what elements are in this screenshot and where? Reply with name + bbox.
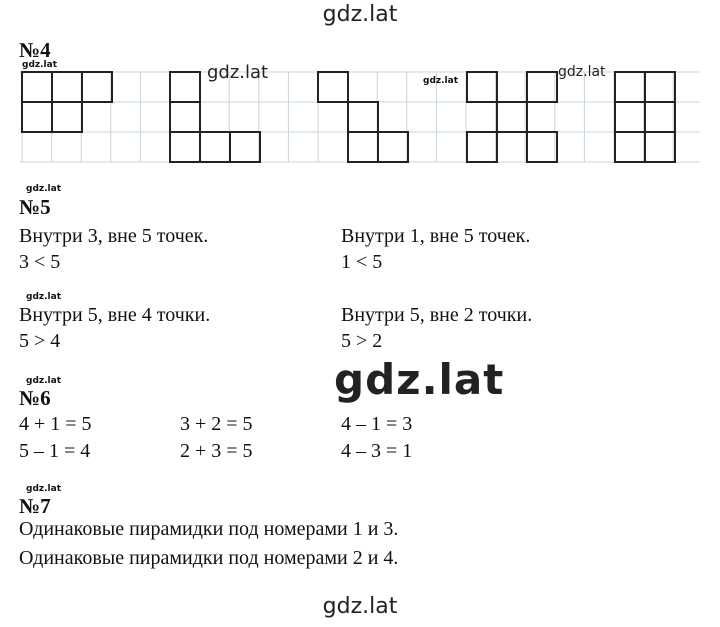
task6-equation: 2 + 3 = 5: [180, 440, 253, 462]
watermark-small-task6: gdz.lat: [26, 376, 62, 386]
watermark-small-task7: gdz.lat: [26, 484, 62, 494]
shape-5: [615, 72, 675, 162]
task5-heading: №5: [19, 195, 51, 219]
watermark-small-task5b: gdz.lat: [26, 292, 62, 302]
task5-row1-right-text: Внутри 1, вне 5 точек.: [341, 225, 531, 247]
task5-row2-right-comparison: 5 > 2: [341, 330, 383, 352]
task5-row2-right-text: Внутри 5, вне 2 точки.: [341, 304, 533, 326]
task5-row2-left-comparison: 5 > 4: [19, 330, 61, 352]
task6-equation: 5 – 1 = 4: [19, 440, 91, 462]
watermark-center: gdz.lat: [334, 355, 505, 404]
watermark-top: gdz.lat: [322, 2, 398, 27]
task4-shapes-figure: [0, 64, 720, 164]
task5-row2-left-text: Внутри 5, вне 4 точки.: [19, 304, 211, 326]
grid-lines: [20, 72, 700, 162]
watermark-small-figure: gdz.lat: [423, 76, 459, 86]
task6-equation: 4 – 1 = 3: [341, 413, 413, 435]
watermark-small-task4: gdz.lat: [22, 60, 58, 70]
watermark-figure-a: gdz.lat: [207, 62, 269, 83]
task5-row1-right-comparison: 1 < 5: [341, 251, 383, 273]
task6-equation: 4 + 1 = 5: [19, 413, 92, 435]
shape-2: [170, 72, 260, 162]
shape-4: [467, 72, 557, 162]
task7-line-2: Одинаковые пирамидки под номерами 2 и 4.: [19, 547, 399, 569]
shape-3: [318, 72, 408, 162]
task6-equation: 3 + 2 = 5: [180, 413, 253, 435]
task5-row1-left-text: Внутри 3, вне 5 точек.: [19, 225, 209, 247]
task5-row1-left-comparison: 3 < 5: [19, 251, 61, 273]
watermark-small-task5: gdz.lat: [26, 184, 62, 194]
shape-1: [22, 72, 112, 132]
task6-equation: 4 – 3 = 1: [341, 440, 413, 462]
task4-heading: №4: [19, 38, 51, 62]
task7-line-1: Одинаковые пирамидки под номерами 1 и 3.: [19, 518, 399, 540]
watermark-figure-b: gdz.lat: [558, 64, 606, 80]
watermark-bottom: gdz.lat: [322, 594, 398, 619]
task7-heading: №7: [19, 494, 51, 518]
task6-heading: №6: [19, 386, 51, 410]
